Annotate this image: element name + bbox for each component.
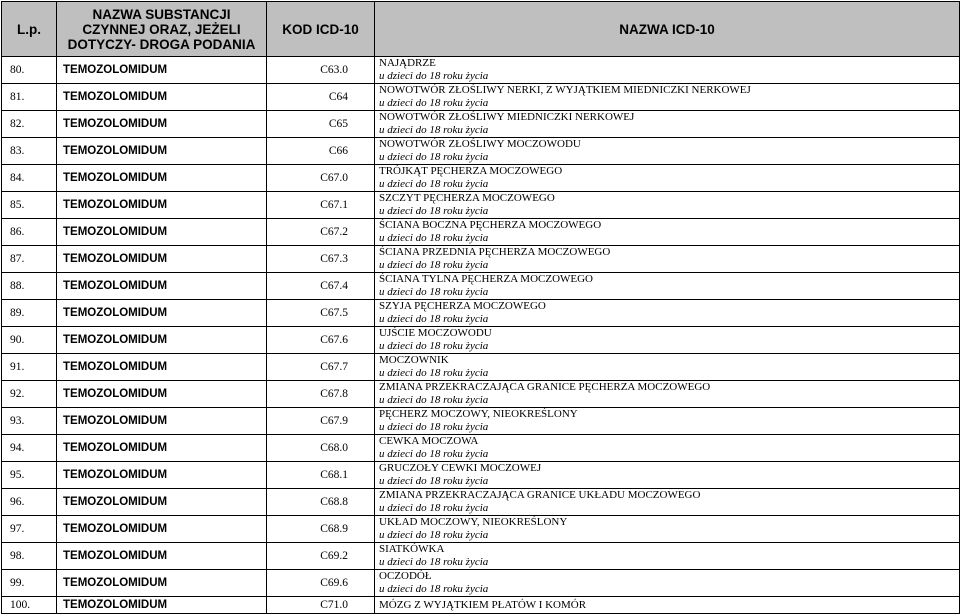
row-lp: 82. [2, 111, 57, 138]
table-row [2, 435, 960, 462]
row-age-note: u dzieci do 18 roku życia [379, 124, 489, 136]
table-row [2, 300, 960, 327]
row-age-note: u dzieci do 18 roku życia [379, 421, 489, 433]
row-code: C67.6 [267, 327, 375, 354]
row-code: C71.0 [267, 597, 375, 614]
row-lp: 81. [2, 84, 57, 111]
table-row [2, 327, 960, 354]
row-icd-name: ŚCIANA TYLNA PĘCHERZA MOCZOWEGO [379, 273, 594, 285]
row-substance: TEMOZOLOMIDUM [57, 543, 267, 570]
row-substance: TEMOZOLOMIDUM [57, 300, 267, 327]
row-substance: TEMOZOLOMIDUM [57, 57, 267, 84]
row-code: C63.0 [267, 57, 375, 84]
row-lp: 98. [2, 543, 57, 570]
row-name-cell [375, 408, 960, 435]
table-row [2, 57, 960, 84]
row-age-note: u dzieci do 18 roku życia [379, 475, 489, 487]
row-substance: TEMOZOLOMIDUM [57, 381, 267, 408]
row-name-cell [375, 381, 960, 408]
row-age-note: u dzieci do 18 roku życia [379, 448, 489, 460]
row-age-note: u dzieci do 18 roku życia [379, 556, 489, 568]
row-age-note: u dzieci do 18 roku życia [379, 502, 489, 514]
row-lp: 100. [2, 597, 57, 614]
row-substance: TEMOZOLOMIDUM [57, 408, 267, 435]
row-lp: 99. [2, 570, 57, 597]
row-name-cell [375, 192, 960, 219]
row-substance: TEMOZOLOMIDUM [57, 327, 267, 354]
table-row [2, 489, 960, 516]
row-code: C67.5 [267, 300, 375, 327]
row-name-cell [375, 138, 960, 165]
row-substance: TEMOZOLOMIDUM [57, 165, 267, 192]
row-age-note: u dzieci do 18 roku życia [379, 178, 489, 190]
row-icd-name: MOCZOWNIK [379, 354, 449, 366]
row-age-note: u dzieci do 18 roku życia [379, 286, 489, 298]
row-lp: 91. [2, 354, 57, 381]
row-age-note: u dzieci do 18 roku życia [379, 70, 489, 82]
row-age-note: u dzieci do 18 roku życia [379, 583, 489, 595]
row-name-cell [375, 300, 960, 327]
row-icd-name: ŚCIANA BOCZNA PĘCHERZA MOCZOWEGO [379, 219, 602, 231]
icd-table [1, 1, 960, 614]
row-icd-name: NOWOTWÓR ZŁOŚLIWY MOCZOWODU [379, 138, 581, 150]
row-name-cell [375, 219, 960, 246]
row-name-cell [375, 354, 960, 381]
row-code: C67.4 [267, 273, 375, 300]
row-lp: 88. [2, 273, 57, 300]
table-row [2, 408, 960, 435]
row-code: C67.8 [267, 381, 375, 408]
row-code: C67.3 [267, 246, 375, 273]
table-row [2, 597, 960, 614]
row-substance: TEMOZOLOMIDUM [57, 84, 267, 111]
row-age-note: u dzieci do 18 roku życia [379, 97, 489, 109]
table-row [2, 462, 960, 489]
header-name: NAZWA ICD-10 [375, 2, 960, 57]
header-substance-line3: DOTYCZY- DROGA PODANIA [67, 36, 256, 52]
row-icd-name: NOWOTWÓR ZŁOŚLIWY MIEDNICZKI NERKOWEJ [379, 111, 635, 123]
row-lp: 86. [2, 219, 57, 246]
row-substance: TEMOZOLOMIDUM [57, 516, 267, 543]
row-name-cell [375, 57, 960, 84]
row-name-cell [375, 435, 960, 462]
table-row [2, 138, 960, 165]
row-substance: TEMOZOLOMIDUM [57, 462, 267, 489]
row-icd-name: PĘCHERZ MOCZOWY, NIEOKREŚLONY [379, 408, 578, 420]
table-row [2, 165, 960, 192]
row-substance: TEMOZOLOMIDUM [57, 489, 267, 516]
row-substance: TEMOZOLOMIDUM [57, 273, 267, 300]
row-code: C68.9 [267, 516, 375, 543]
row-code: C68.8 [267, 489, 375, 516]
row-lp: 95. [2, 462, 57, 489]
row-age-note: u dzieci do 18 roku życia [379, 394, 489, 406]
header-substance [57, 2, 267, 57]
row-substance: TEMOZOLOMIDUM [57, 435, 267, 462]
table-body [2, 57, 960, 614]
row-lp: 94. [2, 435, 57, 462]
row-code: C68.1 [267, 462, 375, 489]
row-lp: 93. [2, 408, 57, 435]
row-code: C69.2 [267, 543, 375, 570]
row-icd-name: TRÓJKĄT PĘCHERZA MOCZOWEGO [379, 165, 563, 177]
row-name-cell [375, 327, 960, 354]
row-icd-name: ŚCIANA PRZEDNIA PĘCHERZA MOCZOWEGO [379, 246, 611, 258]
row-name-cell [375, 570, 960, 597]
row-lp: 87. [2, 246, 57, 273]
row-icd-name: SIATKÓWKA [379, 543, 445, 555]
row-name-cell [375, 543, 960, 570]
table-row [2, 543, 960, 570]
row-icd-name: NOWOTWÓR ZŁOŚLIWY NERKI, Z WYJĄTKIEM MIEDNICZKI NERKOWEJ [379, 84, 751, 96]
row-lp: 92. [2, 381, 57, 408]
row-name-cell [375, 516, 960, 543]
row-name-cell [375, 273, 960, 300]
row-lp: 89. [2, 300, 57, 327]
row-code: C68.0 [267, 435, 375, 462]
row-icd-name: ZMIANA PRZEKRACZAJĄCA GRANICE UKŁADU MOCZOWEGO [379, 489, 701, 501]
row-icd-name: UJŚCIE MOCZOWODU [379, 327, 492, 339]
row-icd-name: OCZODÓŁ [379, 570, 432, 582]
row-age-note: u dzieci do 18 roku życia [379, 340, 489, 352]
row-code: C67.2 [267, 219, 375, 246]
row-name-cell [375, 246, 960, 273]
row-name-cell [375, 597, 960, 614]
row-lp: 83. [2, 138, 57, 165]
row-icd-name: SZYJA PĘCHERZA MOCZOWEGO [379, 300, 546, 312]
header-code: KOD ICD-10 [267, 2, 375, 57]
row-code: C67.7 [267, 354, 375, 381]
row-code: C69.6 [267, 570, 375, 597]
table-row [2, 381, 960, 408]
row-code: C65 [267, 111, 375, 138]
row-substance: TEMOZOLOMIDUM [57, 111, 267, 138]
row-icd-name: GRUCZOŁY CEWKI MOCZOWEJ [379, 462, 542, 474]
row-substance: TEMOZOLOMIDUM [57, 192, 267, 219]
row-lp: 97. [2, 516, 57, 543]
row-name-cell [375, 165, 960, 192]
row-substance: TEMOZOLOMIDUM [57, 570, 267, 597]
row-name-cell [375, 489, 960, 516]
table-row [2, 111, 960, 138]
row-code: C66 [267, 138, 375, 165]
table-row [2, 192, 960, 219]
header-substance-line2: CZYNNEJ ORAZ, JEŻELI [82, 21, 241, 37]
row-code: C67.9 [267, 408, 375, 435]
row-substance: TEMOZOLOMIDUM [57, 138, 267, 165]
row-lp: 80. [2, 57, 57, 84]
row-icd-name: MÓZG Z WYJĄTKIEM PŁATÓW I KOMÓR [379, 598, 587, 611]
row-age-note: u dzieci do 18 roku życia [379, 367, 489, 379]
table-row [2, 84, 960, 111]
row-age-note: u dzieci do 18 roku życia [379, 205, 489, 217]
row-age-note: u dzieci do 18 roku życia [379, 259, 489, 271]
row-lp: 85. [2, 192, 57, 219]
row-age-note: u dzieci do 18 roku życia [379, 313, 489, 325]
row-substance: TEMOZOLOMIDUM [57, 354, 267, 381]
row-name-cell [375, 84, 960, 111]
table-row [2, 516, 960, 543]
row-icd-name: CEWKA MOCZOWA [379, 435, 479, 447]
row-icd-name: UKŁAD MOCZOWY, NIEOKREŚLONY [379, 516, 568, 528]
header-substance-line1: NAZWA SUBSTANCJI [92, 6, 231, 22]
row-code: C67.1 [267, 192, 375, 219]
row-age-note: u dzieci do 18 roku życia [379, 529, 489, 541]
table-row [2, 273, 960, 300]
table-row [2, 570, 960, 597]
row-lp: 84. [2, 165, 57, 192]
row-code: C64 [267, 84, 375, 111]
row-lp: 96. [2, 489, 57, 516]
row-substance: TEMOZOLOMIDUM [57, 219, 267, 246]
header-lp: L.p. [2, 2, 57, 57]
row-name-cell [375, 462, 960, 489]
row-lp: 90. [2, 327, 57, 354]
table-row [2, 246, 960, 273]
row-age-note: u dzieci do 18 roku życia [379, 151, 489, 163]
row-icd-name: NAJĄDRZE [379, 57, 436, 69]
table-header [2, 2, 960, 57]
table-row [2, 354, 960, 381]
row-icd-name: SZCZYT PĘCHERZA MOCZOWEGO [379, 192, 555, 204]
row-substance: TEMOZOLOMIDUM [57, 597, 267, 614]
table-row [2, 219, 960, 246]
row-substance: TEMOZOLOMIDUM [57, 246, 267, 273]
row-icd-name: ZMIANA PRZEKRACZAJĄCA GRANICE PĘCHERZA MOCZOWEGO [379, 381, 711, 393]
row-age-note: u dzieci do 18 roku życia [379, 232, 489, 244]
row-name-cell [375, 111, 960, 138]
row-code: C67.0 [267, 165, 375, 192]
